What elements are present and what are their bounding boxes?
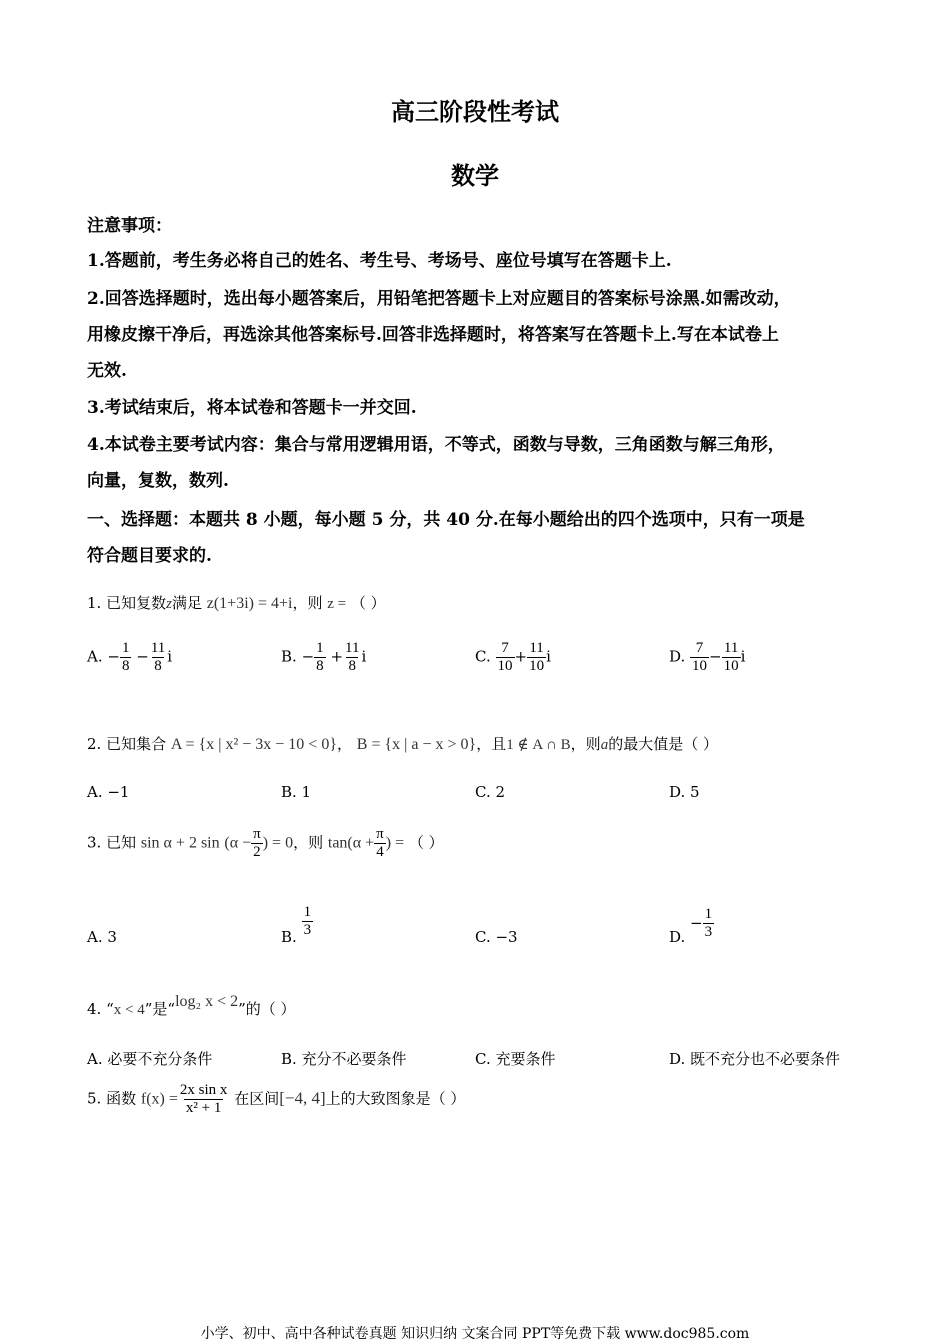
q2-set-a: A = {x | x² − 3x − 10 < 0}: [170, 736, 337, 753]
imaginary-unit: i: [546, 647, 551, 666]
imaginary-unit: i: [167, 647, 173, 666]
q3-suffix: ，则: [293, 833, 324, 852]
q2-set-b: B = {x | a − x > 0}: [356, 736, 477, 753]
denominator: x² + 1: [185, 1100, 222, 1116]
denominator: 10: [723, 658, 739, 674]
operator: −: [709, 647, 722, 666]
q4-condition-2: log₂ x < 2: [175, 993, 239, 1010]
denominator: 10: [529, 658, 545, 674]
notice-heading: 注意事项：: [87, 216, 172, 236]
imaginary-unit: i: [740, 647, 746, 666]
fraction: [178, 1082, 230, 1117]
fraction: [251, 826, 263, 861]
section-1-line-1: 一、选择题：本题共 8 小题，每小题 5 分，共 40 分.在每小题给出的四个选项中，只有一项是: [87, 510, 805, 530]
q1-formula: z(1+3i) = 4+i: [206, 595, 293, 612]
q3-paren-open: (α −: [224, 834, 252, 852]
q3-formula-left: sin α + 2 sin: [140, 834, 220, 852]
q4-suffix: ”的（ ）: [238, 1000, 296, 1018]
q3-option-c[interactable]: C. −3: [475, 928, 518, 946]
numerator: π: [376, 826, 384, 842]
fraction: [690, 640, 709, 675]
q2-suffix: ，则: [570, 735, 601, 753]
q4-option-c[interactable]: C. 充要条件: [475, 1050, 556, 1068]
q3-option-a[interactable]: A. 3: [87, 928, 117, 946]
numerator: 11: [345, 640, 360, 656]
denominator: 8: [154, 658, 162, 674]
option-label: D.: [669, 647, 686, 666]
operator: +: [330, 647, 344, 666]
q3-tan-paren-close: ) =: [385, 834, 405, 852]
q2-comma: ，: [337, 735, 353, 753]
denominator: 8: [348, 658, 356, 674]
q1-var: z: [166, 596, 172, 612]
numerator: 11: [150, 640, 166, 656]
q3-option-d[interactable]: [669, 906, 714, 946]
notice-item-2-line-2: 用橡皮擦干净后，再选涂其他答案标号.回答非选择题时，将答案写在答题卡上.写在本试卷上: [87, 325, 779, 345]
imaginary-unit: i: [361, 647, 367, 666]
q2-option-c[interactable]: C. 2: [475, 783, 506, 801]
notice-item-3: 3.考试结束后，将本试卷和答题卡一并交回.: [87, 398, 417, 418]
numerator: 1: [303, 904, 312, 920]
operator: +: [514, 647, 528, 666]
numerator: 7: [501, 640, 509, 656]
question-5-stem: [87, 1082, 465, 1117]
q1-option-d[interactable]: [669, 640, 745, 675]
q3-tan: tan: [327, 834, 348, 852]
denominator: 2: [253, 844, 261, 860]
q2-option-d[interactable]: D. 5: [669, 783, 700, 801]
numerator: 1: [121, 640, 130, 656]
q5-function: f(x) =: [140, 1090, 178, 1108]
option-label: A.: [87, 647, 103, 666]
question-1-stem: [87, 592, 386, 613]
exam-title: 高三阶段性考试: [391, 97, 559, 126]
denominator: 3: [704, 924, 713, 940]
numerator: 11: [529, 640, 544, 656]
q2-option-b[interactable]: B. 1: [281, 783, 312, 801]
fraction: [343, 640, 361, 675]
fraction: [703, 906, 715, 941]
notice-item-4-line-1: 4.本试卷主要考试内容：集合与常用逻辑用语，不等式，函数与导数，三角函数与解三角形，: [87, 435, 785, 455]
notice-item-2-line-1: 2.回答选择题时，选出每小题答案后，用铅笔把答题卡上对应题目的答案标号涂黑.如需改动，: [87, 289, 791, 309]
q4-option-b[interactable]: B. 充分不必要条件: [281, 1050, 407, 1068]
option-label: D.: [669, 928, 686, 946]
notice-item-1: 1.答题前，考生务必将自己的姓名、考生号、考场号、座位号填写在答题卡上.: [87, 251, 672, 271]
q3-option-b[interactable]: [281, 904, 313, 946]
numerator: 11: [723, 640, 739, 656]
q1-option-c[interactable]: [475, 640, 551, 675]
q1-ask: z =: [327, 596, 347, 612]
q3-paren-close: ) = 0: [262, 834, 294, 852]
q4-option-a[interactable]: A. 必要不充分条件: [87, 1050, 213, 1068]
q2-condition: 1 ∉ A ∩ B: [506, 737, 571, 753]
q2-var: a: [600, 737, 609, 753]
denominator: 10: [692, 658, 708, 674]
sign: −: [301, 647, 315, 666]
notice-item-2-line-3: 无效.: [87, 361, 127, 381]
option-label: C.: [475, 647, 491, 666]
fraction: [496, 640, 515, 675]
fraction: [302, 904, 314, 939]
fraction: [120, 640, 132, 675]
section-1-line-2: 符合题目要求的.: [87, 546, 212, 566]
q2-end: 的最大值是（ ）: [608, 735, 718, 753]
numerator: 1: [704, 906, 713, 922]
q2-option-a[interactable]: A. −1: [87, 783, 130, 801]
sign: −: [690, 914, 703, 932]
question-4-stem: [87, 993, 296, 1019]
q1-option-a[interactable]: [87, 640, 172, 675]
question-3-stem: [87, 826, 444, 861]
numerator: 2x sin x: [179, 1082, 228, 1098]
denominator: 3: [303, 922, 312, 938]
fraction: [527, 640, 546, 675]
q3-paren: （ ）: [408, 833, 444, 852]
q2-prefix: 2. 已知集合: [87, 735, 167, 753]
q4-condition-1: x < 4: [113, 1002, 145, 1018]
option-label: B.: [281, 647, 297, 666]
q1-suffix: ，则: [292, 594, 323, 612]
subject-title: 数学: [451, 161, 499, 190]
fraction: [149, 640, 167, 675]
q1-prefix: 1. 已知复数: [87, 594, 167, 612]
sign: −: [107, 647, 120, 666]
q3-tan-paren-open: (α +: [347, 834, 375, 852]
denominator: 8: [316, 658, 324, 674]
option-label: B.: [281, 928, 297, 946]
q5-prefix: 5. 函数: [87, 1089, 137, 1108]
fraction: [722, 640, 741, 675]
q1-option-b[interactable]: [281, 640, 366, 675]
denominator: 4: [376, 844, 384, 860]
q1-paren: （ ）: [350, 594, 386, 612]
q5-interval: [−4, 4]: [279, 1088, 326, 1108]
numerator: 7: [695, 640, 704, 656]
denominator: 8: [121, 658, 130, 674]
q4-mid: ”是“: [144, 1000, 176, 1018]
numerator: π: [253, 826, 261, 842]
numerator: 1: [316, 640, 324, 656]
denominator: 10: [497, 658, 513, 674]
q5-suffix: 上的大致图象是（ ）: [325, 1089, 466, 1108]
q5-mid: 在区间: [234, 1089, 280, 1108]
q4-option-d[interactable]: D. 既不充分也不必要条件: [669, 1050, 841, 1068]
q3-prefix: 3. 已知: [87, 833, 137, 852]
q2-mid: ，且: [476, 735, 507, 753]
q1-mid: 满足: [171, 594, 202, 612]
q4-prefix: 4. “: [87, 1000, 114, 1018]
question-2-stem: [87, 733, 718, 754]
fraction: [314, 640, 326, 675]
notice-item-4-line-2: 向量，复数，数列.: [87, 471, 229, 491]
page-footer: 小学、初中、高中各种试卷真题 知识归纳 文案合同 PPT等免费下载 www.doc985.com: [200, 1326, 750, 1342]
fraction: [374, 826, 386, 861]
operator: −: [136, 647, 149, 666]
